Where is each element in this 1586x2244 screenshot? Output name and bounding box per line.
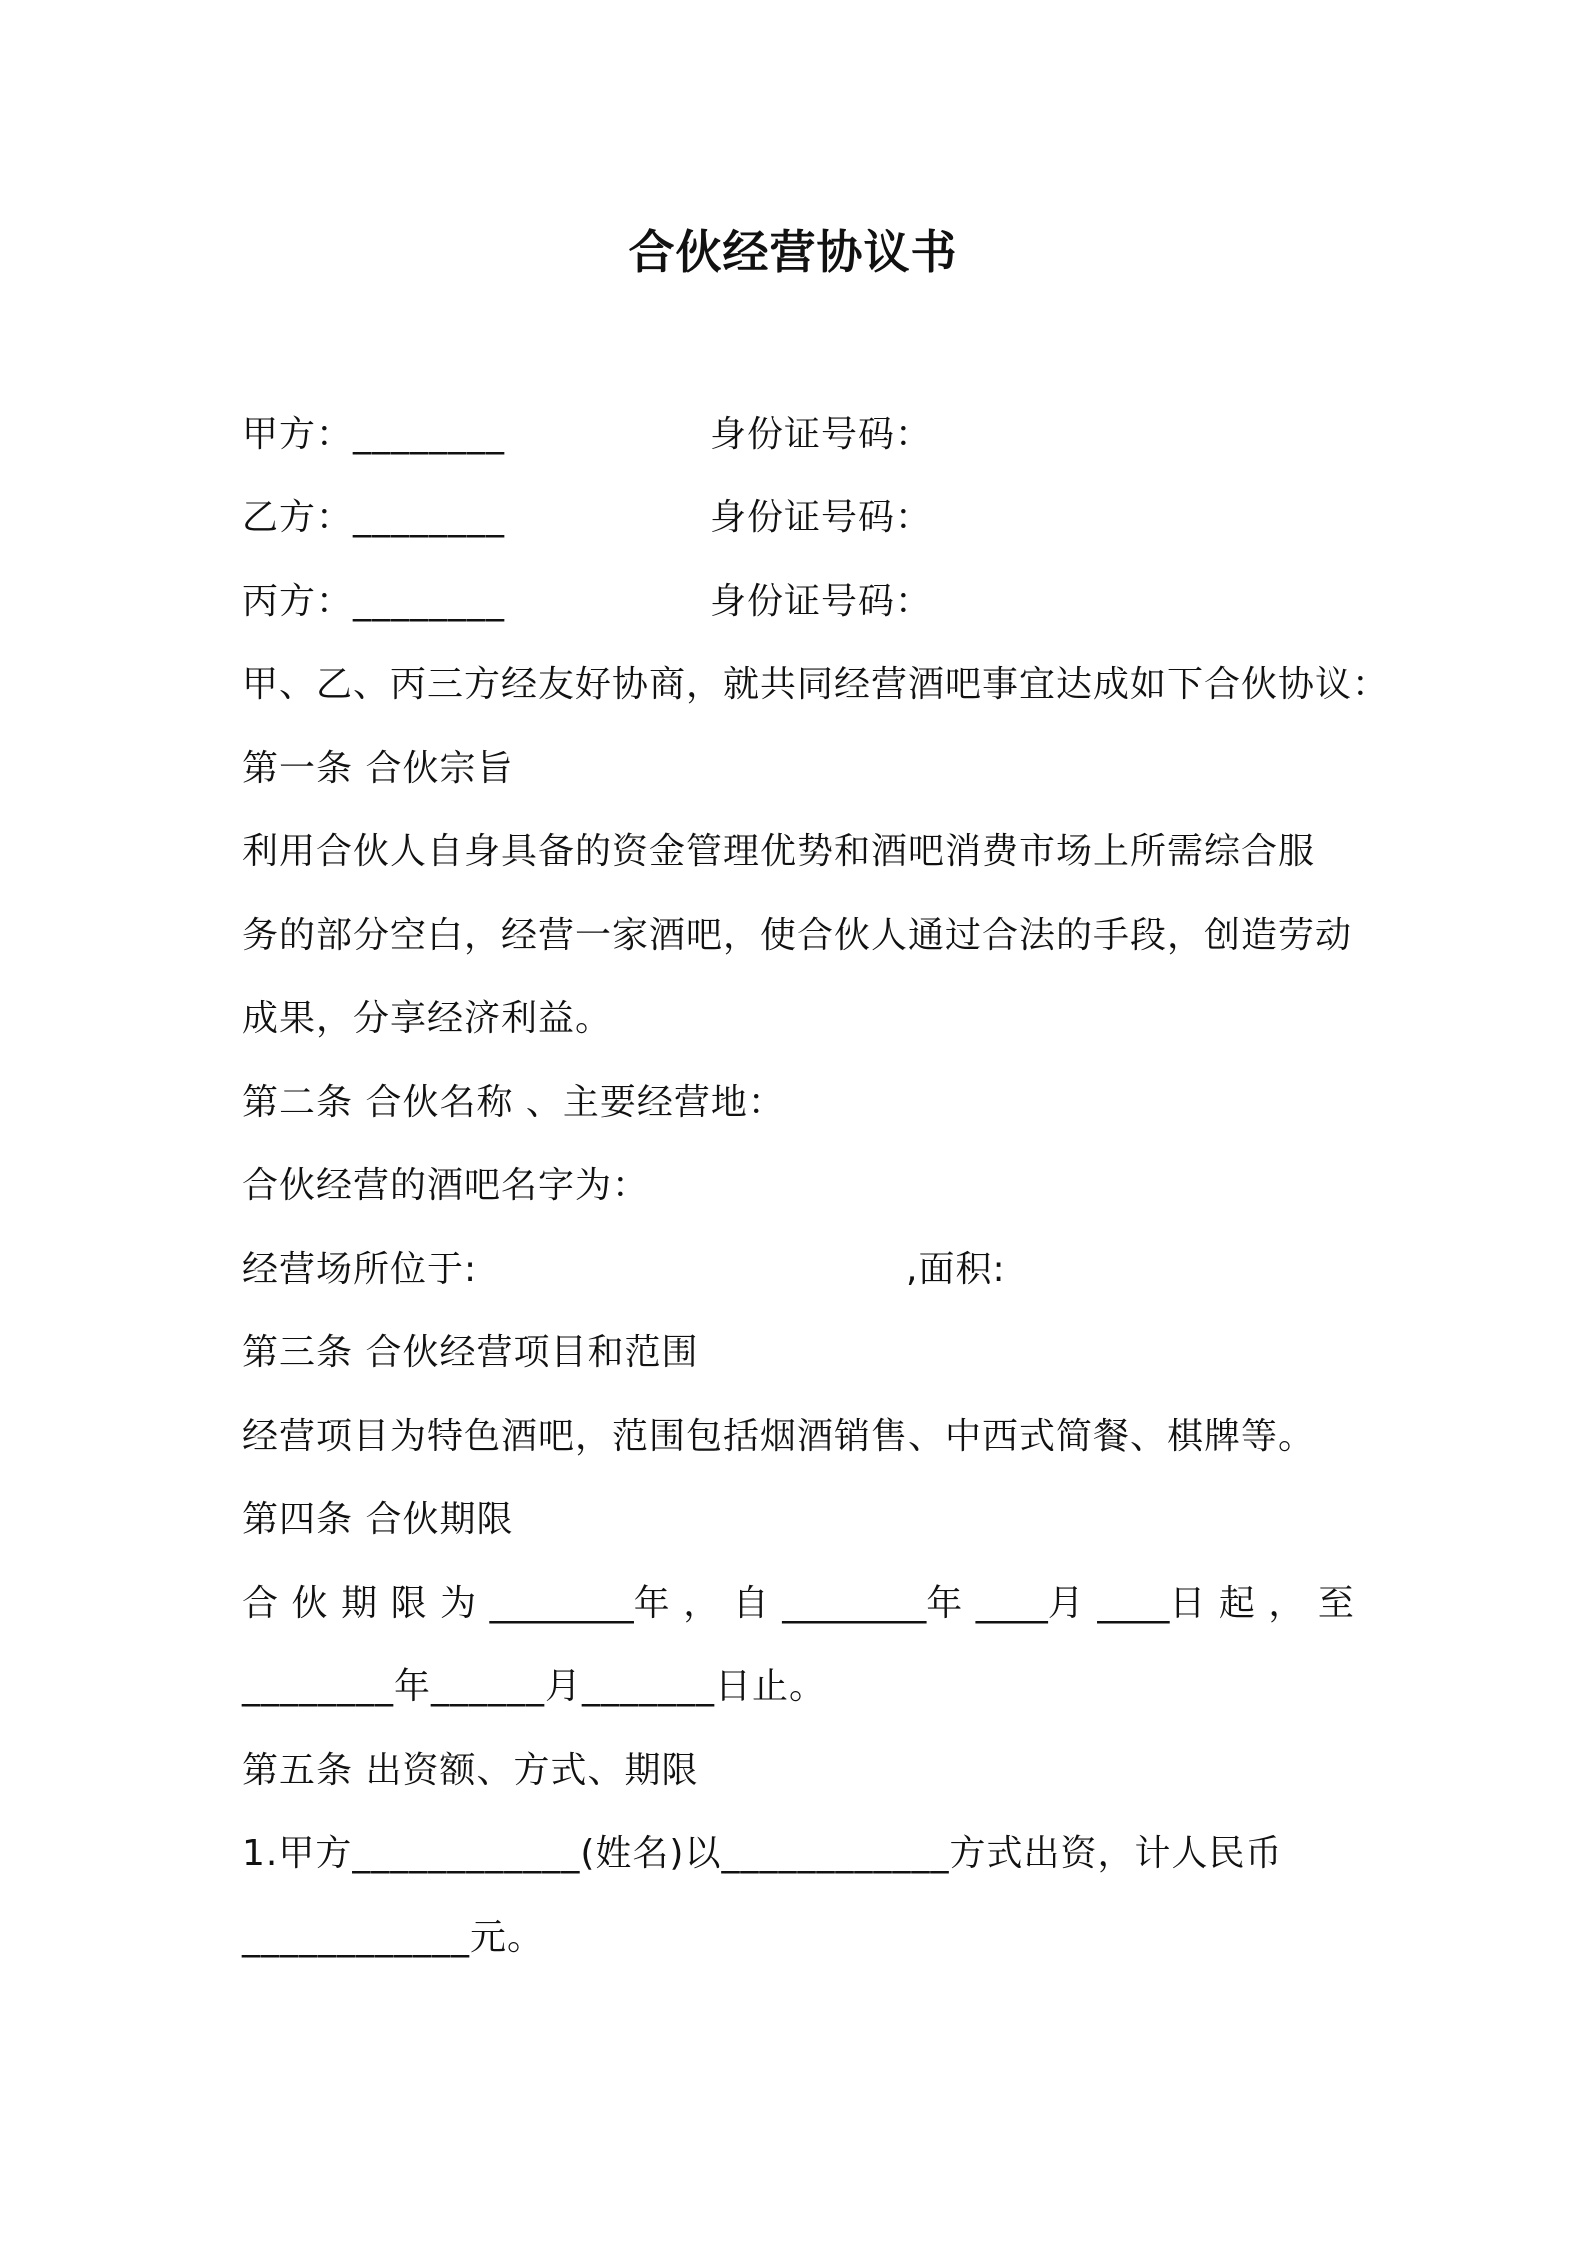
party-a-row [242, 410, 505, 460]
term-text: 合 [242, 1583, 279, 1624]
article-1-line-3: 成果，分享经济利益。 [242, 998, 613, 1039]
term-text: 期 [341, 1583, 378, 1624]
party-b-row [242, 493, 505, 543]
location-label: 经营场所位于: [242, 1249, 478, 1290]
article-3-heading: 第三条 合伙经营项目和范围 [242, 1332, 699, 1373]
start-year-blank: ________年 [782, 1583, 963, 1624]
party-c-label: 丙方：________ [242, 581, 506, 622]
party-c-id: 身份证号码： [710, 581, 933, 622]
article-5-heading: 第五条 出资额、方式、期限 [242, 1750, 699, 1791]
term-years-blank: ________年 [489, 1583, 670, 1624]
intro-paragraph: 甲、乙、丙三方经友好协商，就共同经营酒吧事宜达成如下合伙协议： [242, 664, 1390, 705]
party-b-id: 身份证号码： [710, 497, 933, 538]
bar-name-line: 合伙经营的酒吧名字为： [242, 1165, 650, 1206]
term-text: 自 [732, 1583, 769, 1624]
party-c-row [242, 577, 505, 627]
contribution-line-1: 1.甲方____________(姓名)以____________方式出资，计人民币 [242, 1833, 1283, 1874]
term-line-1 [242, 1579, 1354, 1629]
article-2-heading: 第二条 合伙名称 、主要经营地： [242, 1082, 785, 1123]
article-1-heading: 第一条 合伙宗旨 [242, 748, 514, 789]
term-text: 至 [1317, 1583, 1354, 1624]
party-b-label: 乙方：________ [242, 497, 506, 538]
term-text: 为 [440, 1583, 477, 1624]
article-1-line-1: 利用合伙人自身具备的资金管理优势和酒吧消费市场上所需综合服 [242, 831, 1316, 872]
term-text: ， [683, 1583, 720, 1624]
term-line-2: ________年______月_______日止。 [242, 1666, 827, 1707]
contribution-line-2: ____________元。 [242, 1917, 545, 1958]
term-text: ， [1268, 1583, 1305, 1624]
start-month-blank: ____月 [975, 1583, 1084, 1624]
party-a-label: 甲方：________ [242, 414, 506, 455]
area-label: ,面积: [906, 1249, 1006, 1290]
term-text: 伙 [291, 1583, 328, 1624]
article-3-body: 经营项目为特色酒吧，范围包括烟酒销售、中西式简餐、棋牌等。 [242, 1416, 1316, 1457]
document-title: 合伙经营协议书 [628, 225, 958, 279]
start-day-blank: ____日 [1097, 1583, 1206, 1624]
term-text: 限 [390, 1583, 427, 1624]
article-4-heading: 第四条 合伙期限 [242, 1499, 514, 1540]
term-text: 起 [1218, 1583, 1255, 1624]
article-1-line-2: 务的部分空白，经营一家酒吧，使合伙人通过合法的手段，创造劳动 [242, 915, 1353, 956]
party-a-id: 身份证号码： [710, 414, 933, 455]
